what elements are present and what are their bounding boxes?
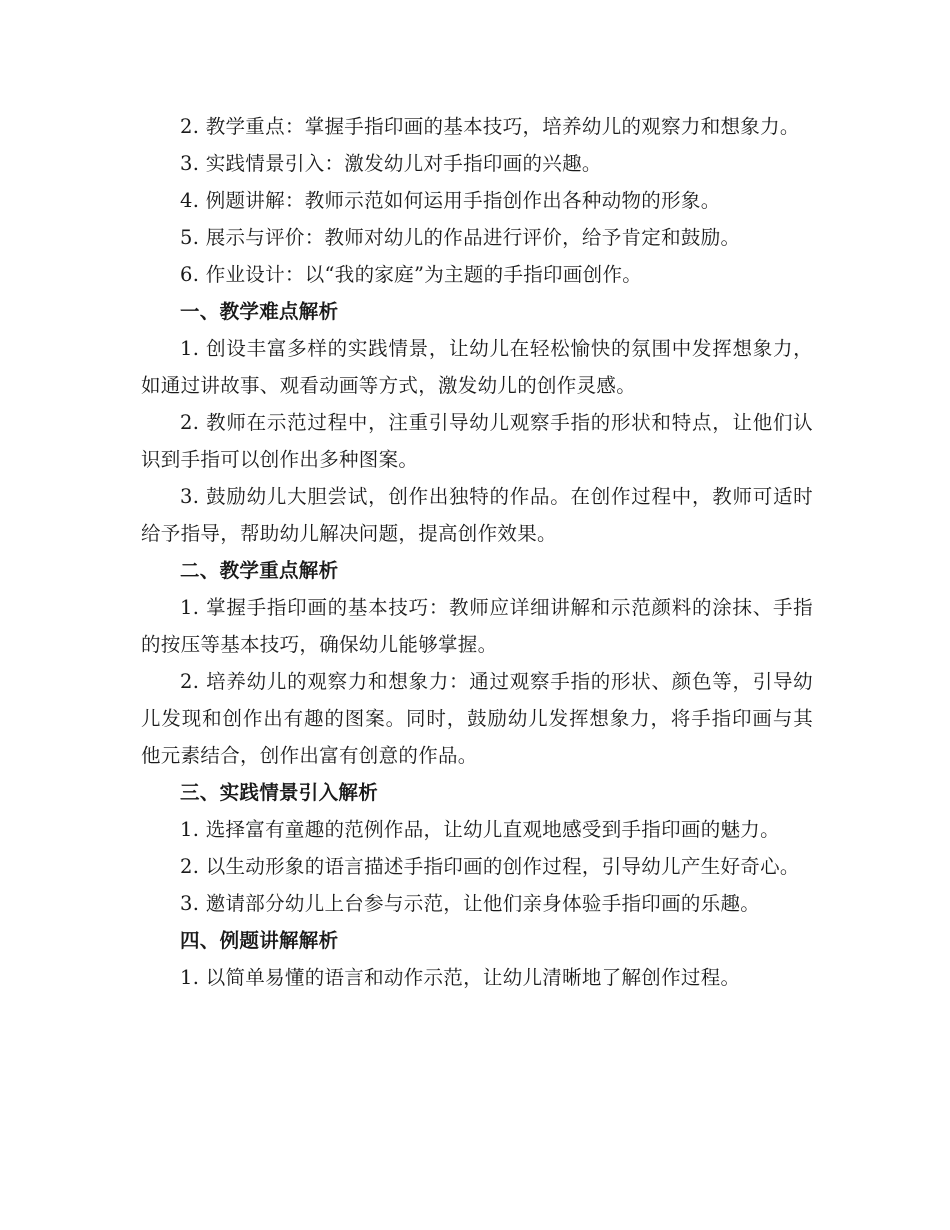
heading-difficulty: 一、教学难点解析 bbox=[180, 300, 339, 323]
para-difficulty-2: 2. 教师在示范过程中，注重引导幼儿观察手指的形状和特点，让他们认识到手指可以创作出多种图案。 bbox=[141, 411, 813, 471]
para-homework: 6. 作业设计：以“我的家庭”为主题的手指印画创作。 bbox=[180, 263, 643, 286]
para-example: 4. 例题讲解：教师示范如何运用手指创作出各种动物的形象。 bbox=[180, 189, 721, 212]
para-display: 5. 展示与评价：教师对幼儿的作品进行评价，给予肯定和鼓励。 bbox=[180, 226, 741, 249]
para-difficulty-3: 3. 鼓励幼儿大胆尝试，创作出独特的作品。在创作过程中，教师可适时给予指导，帮助幼儿解决问题，提高创作效果。 bbox=[141, 485, 813, 545]
document-body bbox=[141, 108, 813, 996]
heading-focus: 二、教学重点解析 bbox=[180, 559, 339, 582]
heading-example: 四、例题讲解解析 bbox=[180, 929, 339, 952]
para-focus: 2. 教学重点：掌握手指印画的基本技巧，培养幼儿的观察力和想象力。 bbox=[180, 115, 800, 138]
heading-scenario: 三、实践情景引入解析 bbox=[180, 781, 379, 804]
para-difficulty-1: 1. 创设丰富多样的实践情景，让幼儿在轻松愉快的氛围中发挥想象力，如通过讲故事、观看动画等方式，激发幼儿的创作灵感。 bbox=[141, 337, 813, 397]
para-focus-1: 1. 掌握手指印画的基本技巧：教师应详细讲解和示范颜料的涂抹、手指的按压等基本技巧，确保幼儿能够掌握。 bbox=[141, 596, 813, 656]
para-scenario-1: 1. 选择富有童趣的范例作品，让幼儿直观地感受到手指印画的魅力。 bbox=[180, 818, 780, 841]
para-focus-2: 2. 培养幼儿的观察力和想象力：通过观察手指的形状、颜色等，引导幼儿发现和创作出有趣的图案。同时，鼓励幼儿发挥想象力，将手指印画与其他元素结合，创作出富有创意的作品。 bbox=[141, 670, 813, 767]
para-scenario-3: 3. 邀请部分幼儿上台参与示范，让他们亲身体验手指印画的乐趣。 bbox=[180, 892, 761, 915]
para-example-1: 1. 以简单易懂的语言和动作示范，让幼儿清晰地了解创作过程。 bbox=[180, 966, 741, 989]
para-scenario: 3. 实践情景引入：激发幼儿对手指印画的兴趣。 bbox=[180, 152, 602, 175]
para-scenario-2: 2. 以生动形象的语言描述手指印画的创作过程，引导幼儿产生好奇心。 bbox=[180, 855, 800, 878]
